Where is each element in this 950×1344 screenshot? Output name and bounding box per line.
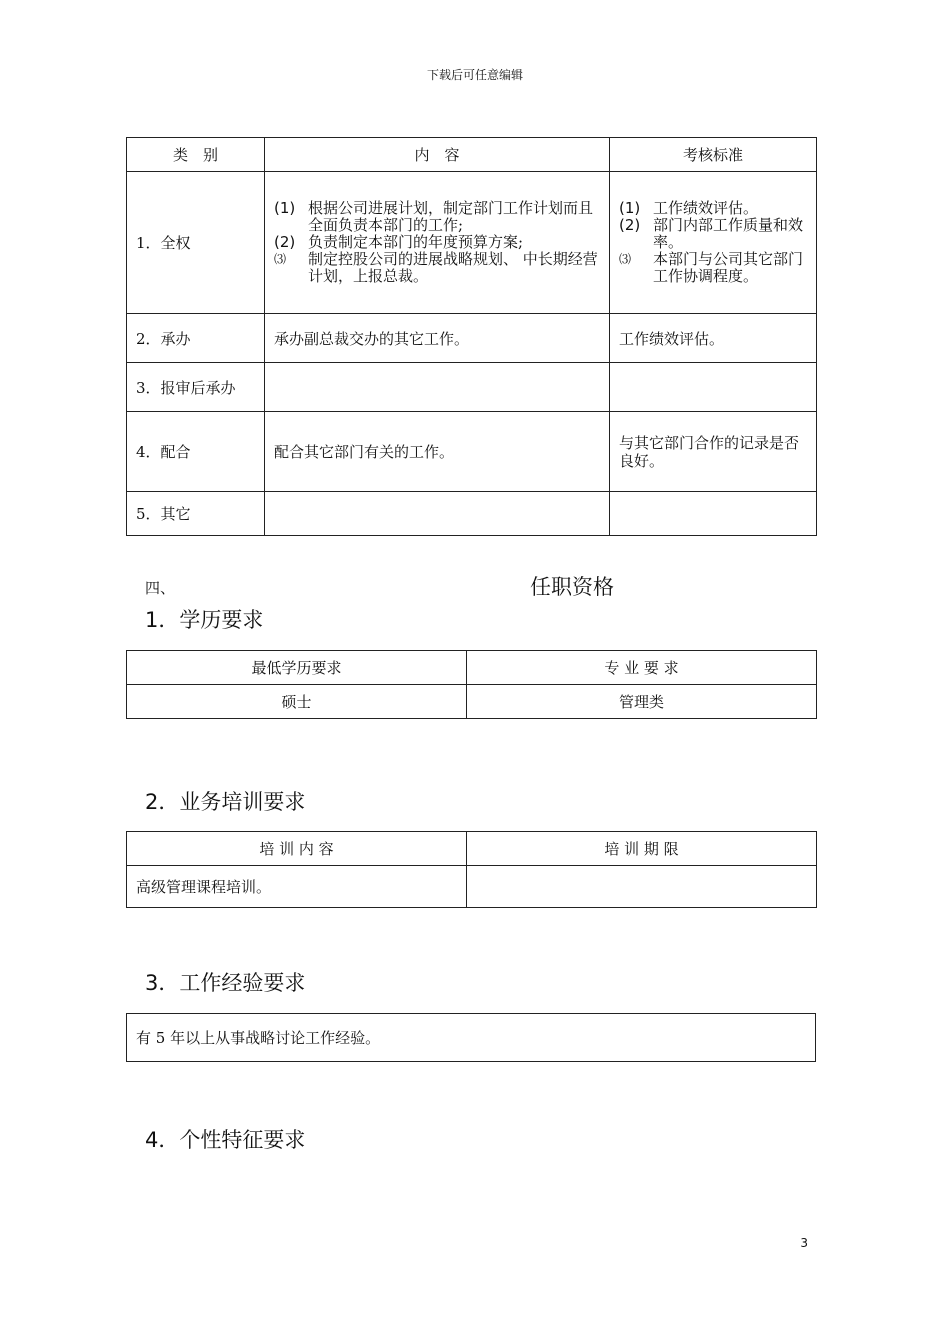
header-standard: 考核标准 [610, 138, 817, 172]
category-cell: 4．配合 [127, 412, 265, 492]
header-content: 内 容 [265, 138, 610, 172]
table-row [127, 314, 817, 363]
experience-title: 3．工作经验要求 [145, 971, 306, 995]
standard-item: ⑶ 本部门与公司其它部门工作协调程度。 [619, 250, 804, 285]
major-value: 管理类 [467, 685, 817, 719]
standard-cell [610, 363, 817, 412]
major-header: 专 业 要 求 [467, 651, 817, 685]
header-category: 类 别 [127, 138, 265, 172]
table-row [127, 832, 817, 866]
standard-cell: 工作绩效评估。 [610, 314, 817, 363]
content-cell [265, 492, 610, 536]
content-item: (2) 负责制定本部门的年度预算方案; [274, 233, 524, 251]
table-row [127, 172, 817, 314]
education-title: 1．学历要求 [145, 608, 264, 632]
training-period-header: 培 训 期 限 [467, 832, 817, 866]
standard-cell [610, 492, 817, 536]
experience-value: 有 5 年以上从事战略讨论工作经验。 [127, 1014, 816, 1062]
standard-item: (1) 工作绩效评估。 [619, 199, 759, 217]
training-title: 2．业务培训要求 [145, 790, 306, 814]
page-number: 3 [800, 1236, 808, 1250]
category-cell: 2．承办 [127, 314, 265, 363]
content-cell: 承办副总裁交办的其它工作。 [265, 314, 610, 363]
page-header: 下载后可任意编辑 [426, 68, 523, 82]
experience-table [126, 1013, 816, 1062]
training-table [126, 831, 817, 908]
education-table [126, 650, 817, 719]
content-item: (1) 根据公司进展计划，制定部门工作计划而且全面负责本部门的工作; [274, 199, 594, 234]
standard-cell [610, 172, 817, 314]
training-content-value: 高级管理课程培训。 [127, 866, 467, 908]
table-row [127, 363, 817, 412]
section-prefix: 四、 [145, 579, 176, 597]
responsibility-table [126, 137, 817, 536]
education-header: 最低学历要求 [127, 651, 467, 685]
category-cell: 3．报审后承办 [127, 363, 265, 412]
section-title: 任职资格 [530, 575, 614, 599]
education-value: 硕士 [127, 685, 467, 719]
table-row [127, 1014, 816, 1062]
table-row [127, 651, 817, 685]
table-row [127, 492, 817, 536]
training-content-header: 培 训 内 容 [127, 832, 467, 866]
table-row [127, 866, 817, 908]
table-row [127, 412, 817, 492]
content-cell [265, 363, 610, 412]
training-period-value [467, 866, 817, 908]
table-header-row [127, 138, 817, 172]
content-cell: 配合其它部门有关的工作。 [265, 412, 610, 492]
category-cell: 1．全权 [127, 172, 265, 314]
standard-cell: 与其它部门合作的记录是否良好。 [610, 412, 817, 492]
table-row [127, 685, 817, 719]
content-item: ⑶ 制定控股公司的进展战略规划、 中长期经营计划，上报总裁。 [274, 250, 598, 285]
content-cell [265, 172, 610, 314]
personality-title: 4．个性特征要求 [145, 1128, 306, 1152]
standard-item: (2) 部门内部工作质量和效率。 [619, 216, 804, 251]
category-cell: 5．其它 [127, 492, 265, 536]
